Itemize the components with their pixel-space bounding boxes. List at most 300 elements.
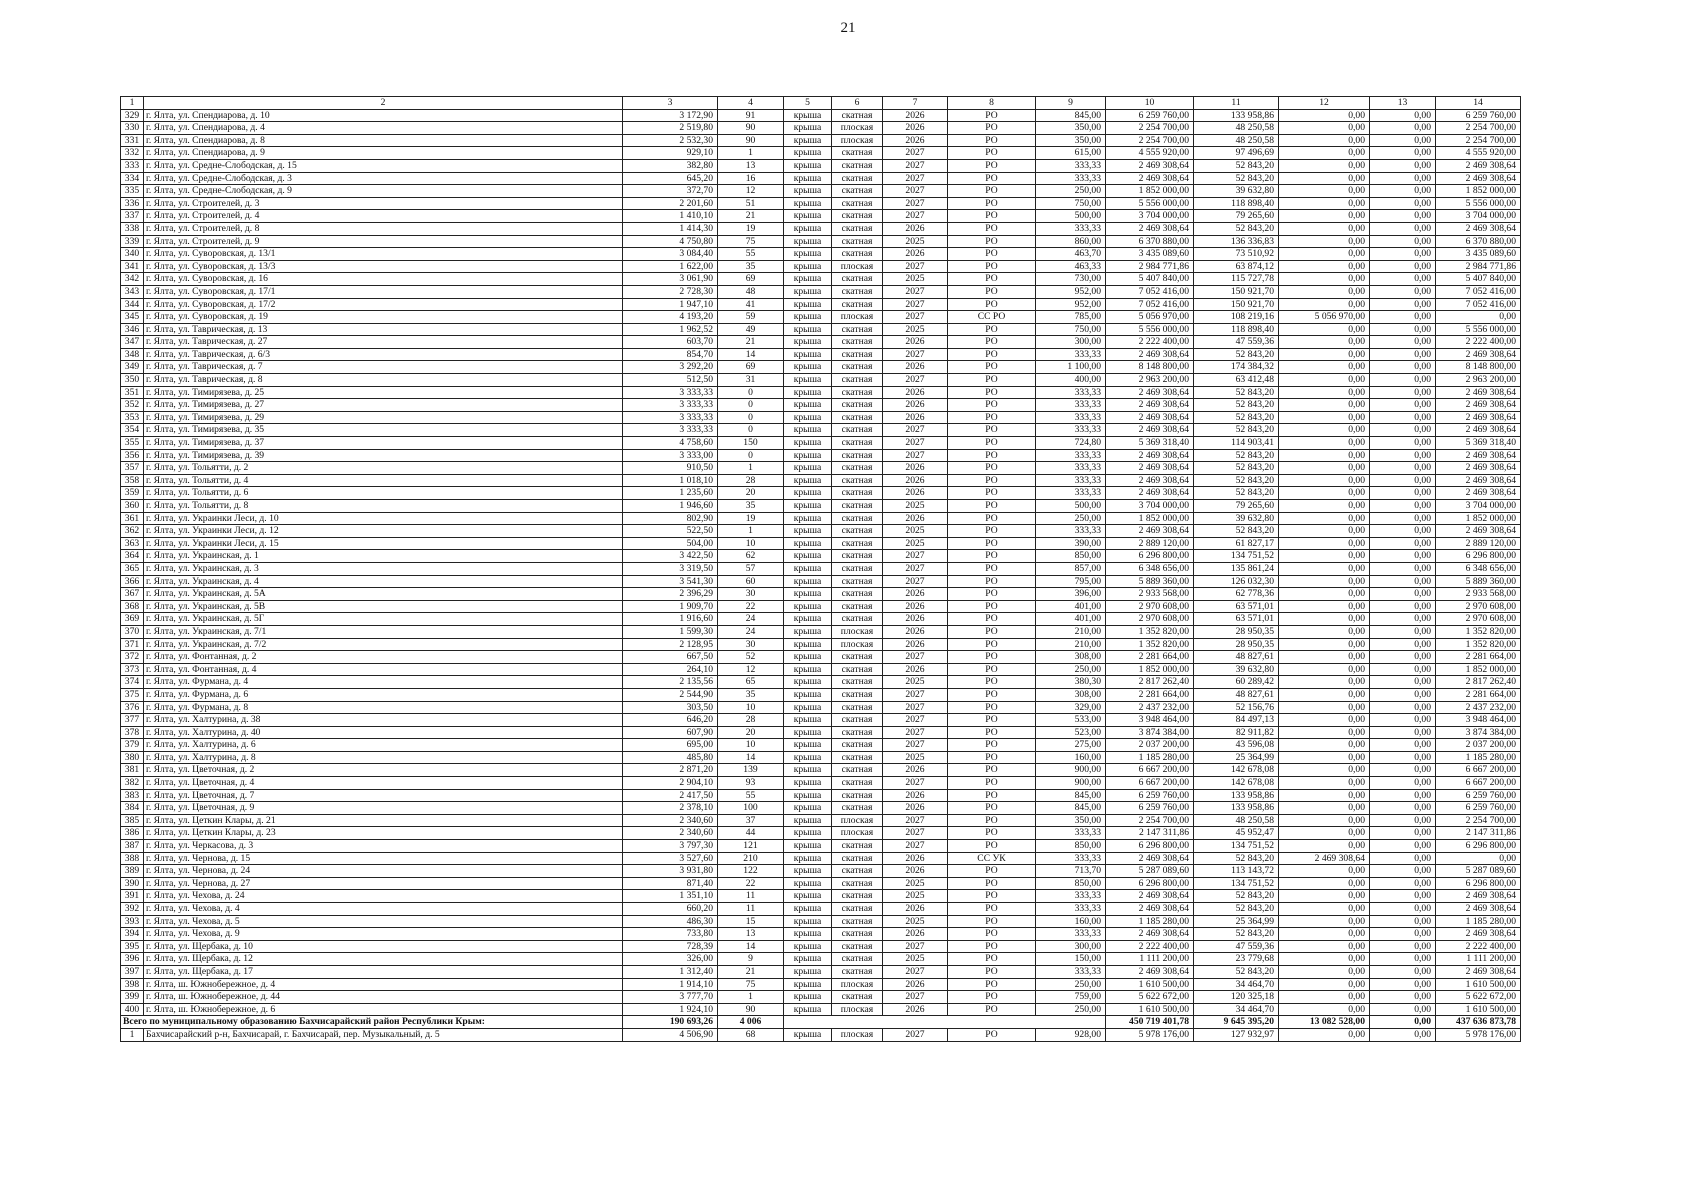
cell-col-11: 134 751,52 <box>1194 840 1279 853</box>
table-row <box>121 399 1521 412</box>
cell-col-3: 1 924,10 <box>623 1003 718 1016</box>
cell-col-7: 2026 <box>883 789 948 802</box>
cell-col-5: крыша <box>784 638 832 651</box>
cell-col-10: 1 352 820,00 <box>1106 625 1194 638</box>
cell-col-5: крыша <box>784 663 832 676</box>
table-row <box>121 588 1521 601</box>
cell-col-11: 52 843,20 <box>1194 399 1279 412</box>
cell-col-6: плоская <box>832 1028 883 1041</box>
cell-col-5: крыша <box>784 852 832 865</box>
cell-col-13: 0,00 <box>1370 474 1436 487</box>
cell-col-4: 48 <box>718 285 784 298</box>
cell-col-12: 0,00 <box>1279 953 1370 966</box>
cell-col-8: СС РО <box>948 311 1036 324</box>
cell-col-7: 2026 <box>883 361 948 374</box>
cell-col-11: 63 571,01 <box>1194 613 1279 626</box>
cell-col-4: 13 <box>718 159 784 172</box>
cell-col-5: крыша <box>784 613 832 626</box>
cell-col-4: 49 <box>718 323 784 336</box>
cell-col-8: РО <box>948 147 1036 160</box>
cell-col-3: 3 541,30 <box>623 575 718 588</box>
cell-col-5: крыша <box>784 676 832 689</box>
cell-col-6: скатная <box>832 714 883 727</box>
table-row <box>121 437 1521 450</box>
cell-col-13: 0,00 <box>1370 222 1436 235</box>
cell-col-2: г. Ялта, ул. Тольятти, д. 8 <box>144 500 623 513</box>
cell-col-14: 5 889 360,00 <box>1436 575 1521 588</box>
cell-col-7: 2025 <box>883 537 948 550</box>
cell-col-2: 2 <box>144 97 623 110</box>
cell-col-13: 0,00 <box>1370 852 1436 865</box>
cell-col-3: 3 333,00 <box>623 449 718 462</box>
cell-col-5: крыша <box>784 222 832 235</box>
cell-col-6: скатная <box>832 474 883 487</box>
cell-col-9: 850,00 <box>1036 550 1106 563</box>
cell-col-12: 0,00 <box>1279 449 1370 462</box>
cell-col-9: 9 <box>1036 97 1106 110</box>
cell-col-10: 3 435 089,60 <box>1106 248 1194 261</box>
cell-col-6: скатная <box>832 865 883 878</box>
table-row <box>121 550 1521 563</box>
cell-col-1: 344 <box>121 298 144 311</box>
cell-col-4: 0 <box>718 449 784 462</box>
cell-col-12: 0,00 <box>1279 764 1370 777</box>
cell-col-2: г. Ялта, ул. Строителей, д. 3 <box>144 197 623 210</box>
cell-col-11: 115 727,78 <box>1194 273 1279 286</box>
cell-col-6: скатная <box>832 222 883 235</box>
cell-col-5: крыша <box>784 789 832 802</box>
cell-col-11: 142 678,08 <box>1194 777 1279 790</box>
cell-col-12: 0,00 <box>1279 437 1370 450</box>
cell-col-13: 0,00 <box>1370 348 1436 361</box>
table-row <box>121 248 1521 261</box>
table-row <box>121 676 1521 689</box>
cell-col-13: 0,00 <box>1370 827 1436 840</box>
cell-col-12: 0,00 <box>1279 361 1370 374</box>
cell-col-6: плоская <box>832 978 883 991</box>
cell-col-11: 52 843,20 <box>1194 525 1279 538</box>
cell-col-13: 0,00 <box>1370 298 1436 311</box>
cell-col-10: 2 437 232,00 <box>1106 701 1194 714</box>
cell-col-7: 2027 <box>883 210 948 223</box>
cell-col-7: 2026 <box>883 399 948 412</box>
cell-col-4: 52 <box>718 651 784 664</box>
cell-col-11: 134 751,52 <box>1194 550 1279 563</box>
total-col4: 4 006 <box>718 1016 784 1029</box>
cell-col-10: 2 469 308,64 <box>1106 525 1194 538</box>
cell-col-8: РО <box>948 865 1036 878</box>
cell-col-9: 250,00 <box>1036 1003 1106 1016</box>
cell-col-13: 0,00 <box>1370 726 1436 739</box>
total-label: Всего по муниципальному образованию Бахчисарайский район Республики Крым: <box>121 1016 623 1029</box>
cell-col-14: 2 469 308,64 <box>1436 386 1521 399</box>
total-col14: 437 636 873,78 <box>1436 1016 1521 1029</box>
cell-col-7: 2026 <box>883 1003 948 1016</box>
cell-col-13: 0,00 <box>1370 676 1436 689</box>
cell-col-8: РО <box>948 840 1036 853</box>
cell-col-1: 368 <box>121 600 144 613</box>
cell-col-8: РО <box>948 449 1036 462</box>
cell-col-9: 845,00 <box>1036 789 1106 802</box>
cell-col-2: г. Ялта, ул. Цеткин Клары, д. 21 <box>144 814 623 827</box>
cell-col-9: 250,00 <box>1036 512 1106 525</box>
cell-col-11: 150 921,70 <box>1194 285 1279 298</box>
cell-col-7: 2026 <box>883 903 948 916</box>
cell-col-10: 5 889 360,00 <box>1106 575 1194 588</box>
table-row <box>121 134 1521 147</box>
cell-col-14: 5 978 176,00 <box>1436 1028 1521 1041</box>
cell-col-10: 2 469 308,64 <box>1106 386 1194 399</box>
cell-col-2: г. Ялта, ул. Тимирязева, д. 37 <box>144 437 623 450</box>
cell-col-3: 2 417,50 <box>623 789 718 802</box>
cell-col-6: скатная <box>832 802 883 815</box>
cell-col-10: 6 296 800,00 <box>1106 840 1194 853</box>
cell-col-6: скатная <box>832 147 883 160</box>
cell-col-10: 8 148 800,00 <box>1106 361 1194 374</box>
cell-col-11: 108 219,16 <box>1194 311 1279 324</box>
cell-col-12: 0,00 <box>1279 613 1370 626</box>
cell-col-5: крыша <box>784 915 832 928</box>
cell-col-7: 2026 <box>883 852 948 865</box>
cell-col-10: 2 984 771,86 <box>1106 260 1194 273</box>
cell-col-6: скатная <box>832 248 883 261</box>
cell-col-1: 338 <box>121 222 144 235</box>
cell-col-13: 0,00 <box>1370 1028 1436 1041</box>
cell-col-4: 11 <box>718 903 784 916</box>
table-row <box>121 424 1521 437</box>
cell-col-6: скатная <box>832 386 883 399</box>
table-row <box>121 298 1521 311</box>
cell-col-12: 0,00 <box>1279 940 1370 953</box>
cell-col-6: скатная <box>832 462 883 475</box>
cell-col-12: 0,00 <box>1279 915 1370 928</box>
cell-col-8: РО <box>948 714 1036 727</box>
cell-col-6: скатная <box>832 399 883 412</box>
cell-col-13: 0,00 <box>1370 424 1436 437</box>
cell-col-2: г. Ялта, ул. Тольятти, д. 2 <box>144 462 623 475</box>
cell-col-14: 7 052 416,00 <box>1436 298 1521 311</box>
cell-col-9: 463,33 <box>1036 260 1106 273</box>
cell-col-12: 0,00 <box>1279 651 1370 664</box>
cell-col-5: крыша <box>784 651 832 664</box>
cell-col-6: скатная <box>832 991 883 1004</box>
cell-col-4: 0 <box>718 399 784 412</box>
cell-col-9: 523,00 <box>1036 726 1106 739</box>
cell-col-5: крыша <box>784 865 832 878</box>
cell-col-2: г. Ялта, ул. Украинская, д. 5А <box>144 588 623 601</box>
cell-col-5: крыша <box>784 172 832 185</box>
cell-col-5: крыша <box>784 185 832 198</box>
table-row <box>121 714 1521 727</box>
cell-col-2: г. Ялта, ул. Щербака, д. 12 <box>144 953 623 966</box>
cell-col-14: 2 437 232,00 <box>1436 701 1521 714</box>
cell-col-12: 0,00 <box>1279 1003 1370 1016</box>
cell-col-10: 2 970 608,00 <box>1106 600 1194 613</box>
cell-col-4: 69 <box>718 361 784 374</box>
cell-col-10: 6 259 760,00 <box>1106 109 1194 122</box>
cell-col-8: РО <box>948 273 1036 286</box>
cell-col-14: 2 254 700,00 <box>1436 134 1521 147</box>
cell-col-2: г. Ялта, ул. Суворовская, д. 17/2 <box>144 298 623 311</box>
cell-col-14: 3 435 089,60 <box>1436 248 1521 261</box>
cell-col-11: 126 032,30 <box>1194 575 1279 588</box>
cell-col-2: г. Ялта, ул. Украинки Леси, д. 12 <box>144 525 623 538</box>
cell-col-13: 0,00 <box>1370 273 1436 286</box>
cell-col-11: 23 779,68 <box>1194 953 1279 966</box>
cell-col-10: 7 052 416,00 <box>1106 285 1194 298</box>
cell-col-10: 1 852 000,00 <box>1106 663 1194 676</box>
cell-col-12: 0,00 <box>1279 298 1370 311</box>
cell-col-11: 52 843,20 <box>1194 386 1279 399</box>
table-row <box>121 764 1521 777</box>
cell-col-2: г. Ялта, ул. Фурмана, д. 8 <box>144 701 623 714</box>
cell-col-8: РО <box>948 764 1036 777</box>
cell-col-12: 0,00 <box>1279 525 1370 538</box>
cell-col-9: 160,00 <box>1036 751 1106 764</box>
cell-col-12: 0,00 <box>1279 814 1370 827</box>
cell-col-8: СС УК <box>948 852 1036 865</box>
cell-col-4: 12 <box>718 663 784 676</box>
cell-col-9: 308,00 <box>1036 651 1106 664</box>
cell-col-7: 2026 <box>883 109 948 122</box>
cell-col-14: 5 556 000,00 <box>1436 323 1521 336</box>
table-row <box>121 852 1521 865</box>
cell-col-1: 347 <box>121 336 144 349</box>
cell-col-14: 3 948 464,00 <box>1436 714 1521 727</box>
cell-col-13: 0,00 <box>1370 109 1436 122</box>
cell-col-2: г. Ялта, ул. Халтурина, д. 8 <box>144 751 623 764</box>
cell-col-4: 35 <box>718 500 784 513</box>
cell-col-14: 7 052 416,00 <box>1436 285 1521 298</box>
cell-col-5: крыша <box>784 890 832 903</box>
table-row <box>121 827 1521 840</box>
cell-col-9: 300,00 <box>1036 336 1106 349</box>
cell-col-3: 929,10 <box>623 147 718 160</box>
cell-col-2: г. Ялта, ул. Халтурина, д. 6 <box>144 739 623 752</box>
cell-col-1: 329 <box>121 109 144 122</box>
cell-col-1: 341 <box>121 260 144 273</box>
cell-col-13: 0,00 <box>1370 323 1436 336</box>
total-col3: 190 693,26 <box>623 1016 718 1029</box>
cell-col-14: 6 259 760,00 <box>1436 802 1521 815</box>
cell-col-11: 73 510,92 <box>1194 248 1279 261</box>
cell-col-8: РО <box>948 588 1036 601</box>
cell-col-10: 5 369 318,40 <box>1106 437 1194 450</box>
cell-col-8: РО <box>948 638 1036 651</box>
cell-col-3: 2 340,60 <box>623 814 718 827</box>
cell-col-7: 2025 <box>883 525 948 538</box>
cell-col-13: 0,00 <box>1370 512 1436 525</box>
cell-col-4: 90 <box>718 134 784 147</box>
cell-col-5: крыша <box>784 802 832 815</box>
cell-col-1: 365 <box>121 562 144 575</box>
cell-col-5: крыша <box>784 487 832 500</box>
cell-col-12: 0,00 <box>1279 159 1370 172</box>
cell-col-2: г. Ялта, ул. Средне-Слободская, д. 9 <box>144 185 623 198</box>
cell-col-8: РО <box>948 197 1036 210</box>
cell-col-6: скатная <box>832 903 883 916</box>
cell-col-2: г. Ялта, ул. Строителей, д. 4 <box>144 210 623 223</box>
cell-col-12: 0,00 <box>1279 248 1370 261</box>
cell-col-6: скатная <box>832 726 883 739</box>
cell-col-9: 329,00 <box>1036 701 1106 714</box>
cell-col-4: 14 <box>718 751 784 764</box>
cell-col-12: 0,00 <box>1279 424 1370 437</box>
cell-col-1: 343 <box>121 285 144 298</box>
table-row <box>121 1028 1521 1041</box>
cell-col-9: 333,33 <box>1036 222 1106 235</box>
cell-col-2: г. Ялта, ул. Халтурина, д. 40 <box>144 726 623 739</box>
cell-col-8: РО <box>948 663 1036 676</box>
cell-col-2: г. Ялта, ул. Украинская, д. 4 <box>144 575 623 588</box>
table-row <box>121 323 1521 336</box>
cell-col-2: г. Ялта, ул. Украинки Леси, д. 15 <box>144 537 623 550</box>
cell-col-13: 0,00 <box>1370 777 1436 790</box>
cell-col-12: 0,00 <box>1279 348 1370 361</box>
cell-col-2: г. Ялта, ул. Чехова, д. 9 <box>144 928 623 941</box>
cell-col-9: 750,00 <box>1036 323 1106 336</box>
cell-col-7: 2026 <box>883 248 948 261</box>
table-row <box>121 915 1521 928</box>
cell-col-7: 2027 <box>883 814 948 827</box>
cell-col-6: скатная <box>832 928 883 941</box>
cell-col-9: 333,33 <box>1036 172 1106 185</box>
cell-col-9: 900,00 <box>1036 764 1106 777</box>
cell-col-13: 0,00 <box>1370 487 1436 500</box>
cell-col-6: плоская <box>832 1003 883 1016</box>
cell-col-1: 387 <box>121 840 144 853</box>
cell-col-10: 3 704 000,00 <box>1106 500 1194 513</box>
cell-col-2: г. Ялта, ул. Суворовская, д. 16 <box>144 273 623 286</box>
cell-col-14: 2 222 400,00 <box>1436 940 1521 953</box>
cell-col-8: РО <box>948 512 1036 525</box>
cell-col-6: скатная <box>832 285 883 298</box>
cell-col-4: 1 <box>718 525 784 538</box>
cell-col-10: 2 222 400,00 <box>1106 940 1194 953</box>
cell-col-11: 63 874,12 <box>1194 260 1279 273</box>
table-row <box>121 210 1521 223</box>
cell-col-5: крыша <box>784 625 832 638</box>
cell-col-4: 10 <box>718 701 784 714</box>
cell-col-10: 5 287 089,60 <box>1106 865 1194 878</box>
cell-col-7: 2027 <box>883 777 948 790</box>
cell-col-8: РО <box>948 814 1036 827</box>
cell-col-2: г. Ялта, ул. Строителей, д. 9 <box>144 235 623 248</box>
cell-col-6: скатная <box>832 777 883 790</box>
cell-col-10: 2 469 308,64 <box>1106 487 1194 500</box>
cell-col-10: 6 296 800,00 <box>1106 877 1194 890</box>
cell-col-6: скатная <box>832 197 883 210</box>
cell-col-5: крыша <box>784 777 832 790</box>
cell-col-13: 0,00 <box>1370 235 1436 248</box>
cell-col-4: 121 <box>718 840 784 853</box>
cell-col-14: 5 556 000,00 <box>1436 197 1521 210</box>
cell-col-3: 4 750,80 <box>623 235 718 248</box>
cell-col-6: скатная <box>832 109 883 122</box>
cell-col-3: 1 914,10 <box>623 978 718 991</box>
cell-col-4: 22 <box>718 877 784 890</box>
cell-col-2: г. Ялта, ул. Цветочная, д. 4 <box>144 777 623 790</box>
cell-col-7: 2025 <box>883 915 948 928</box>
cell-col-2: г. Ялта, ул. Украинская, д. 7/1 <box>144 625 623 638</box>
cell-col-8: РО <box>948 751 1036 764</box>
cell-col-14: 2 469 308,64 <box>1436 172 1521 185</box>
cell-col-12: 0,00 <box>1279 865 1370 878</box>
cell-col-3: 3 <box>623 97 718 110</box>
cell-col-3: 728,39 <box>623 940 718 953</box>
cell-col-1: 354 <box>121 424 144 437</box>
cell-col-8: РО <box>948 600 1036 613</box>
cell-col-12: 0,00 <box>1279 500 1370 513</box>
cell-col-2: г. Ялта, ул. Чехова, д. 24 <box>144 890 623 903</box>
cell-col-8: РО <box>948 903 1036 916</box>
cell-col-6: скатная <box>832 852 883 865</box>
cell-col-5: крыша <box>784 323 832 336</box>
cell-col-8: РО <box>948 1003 1036 1016</box>
cell-col-14: 2 469 308,64 <box>1436 903 1521 916</box>
cell-col-12: 0,00 <box>1279 890 1370 903</box>
cell-col-10: 2 254 700,00 <box>1106 122 1194 135</box>
table-row <box>121 877 1521 890</box>
cell-col-5: крыша <box>784 575 832 588</box>
cell-col-13: 0,00 <box>1370 600 1436 613</box>
cell-col-1: 392 <box>121 903 144 916</box>
cell-col-14: 2 963 200,00 <box>1436 374 1521 387</box>
cell-col-12: 0,00 <box>1279 109 1370 122</box>
cell-col-7: 2027 <box>883 991 948 1004</box>
cell-col-8: РО <box>948 399 1036 412</box>
cell-col-12: 0,00 <box>1279 588 1370 601</box>
cell-col-6: скатная <box>832 965 883 978</box>
cell-col-7: 2027 <box>883 185 948 198</box>
cell-col-4: 28 <box>718 714 784 727</box>
cell-col-4: 0 <box>718 424 784 437</box>
cell-col-10: 2 469 308,64 <box>1106 159 1194 172</box>
cell-col-5: крыша <box>784 134 832 147</box>
cell-col-11: 34 464,70 <box>1194 1003 1279 1016</box>
cell-col-1: 374 <box>121 676 144 689</box>
cell-col-14: 5 407 840,00 <box>1436 273 1521 286</box>
cell-col-14: 2 469 308,64 <box>1436 222 1521 235</box>
cell-col-13: 0,00 <box>1370 588 1436 601</box>
cell-col-13: 0,00 <box>1370 701 1436 714</box>
table-row <box>121 1003 1521 1016</box>
cell-col-1: 377 <box>121 714 144 727</box>
cell-col-3: 2 904,10 <box>623 777 718 790</box>
cell-col-9: 390,00 <box>1036 537 1106 550</box>
cell-col-13: 0,00 <box>1370 361 1436 374</box>
cell-col-12: 0,00 <box>1279 550 1370 563</box>
cell-col-7: 2027 <box>883 159 948 172</box>
cell-col-3: 4 193,20 <box>623 311 718 324</box>
table-row <box>121 625 1521 638</box>
cell-col-1: 1 <box>121 97 144 110</box>
cell-col-4: 91 <box>718 109 784 122</box>
cell-col-4: 1 <box>718 462 784 475</box>
cell-col-4: 22 <box>718 600 784 613</box>
cell-col-14: 3 704 000,00 <box>1436 500 1521 513</box>
cell-col-8: РО <box>948 336 1036 349</box>
cell-col-10: 2 469 308,64 <box>1106 903 1194 916</box>
cell-col-4: 14 <box>718 940 784 953</box>
cell-col-13: 0,00 <box>1370 991 1436 1004</box>
cell-col-13: 0,00 <box>1370 411 1436 424</box>
table-row <box>121 185 1521 198</box>
cell-col-6: скатная <box>832 701 883 714</box>
cell-col-11: 39 632,80 <box>1194 663 1279 676</box>
cell-col-9: 1 100,00 <box>1036 361 1106 374</box>
cell-col-8: РО <box>948 424 1036 437</box>
